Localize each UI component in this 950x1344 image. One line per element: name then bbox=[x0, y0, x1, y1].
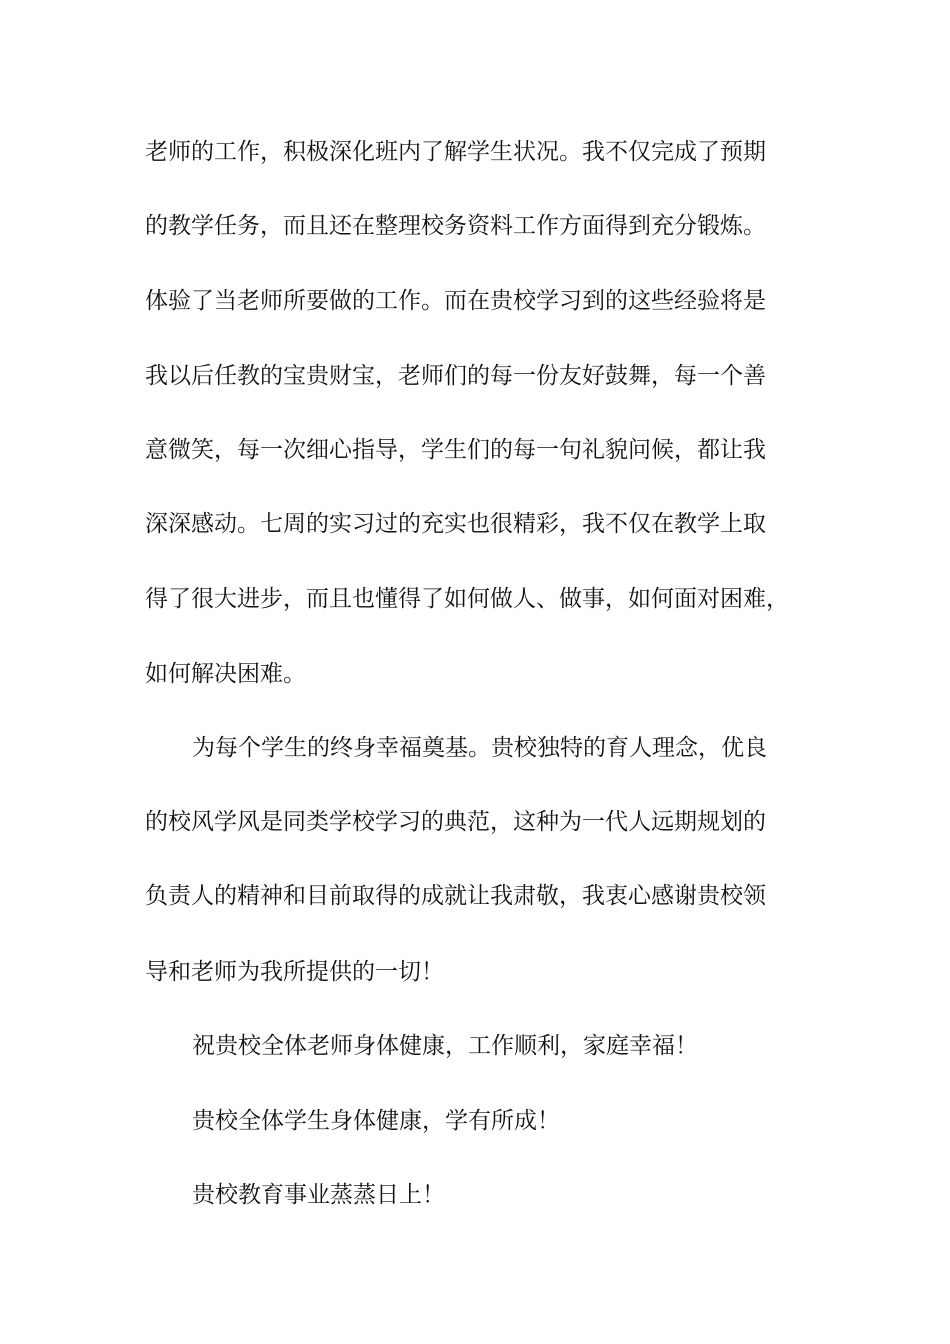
text-line: 体验了当老师所要做的工作。而在贵校学习到的这些经验将是 bbox=[145, 288, 766, 314]
closing-wish-students: 贵校全体学生身体健康，学有所成！ bbox=[192, 1108, 560, 1134]
closing-wish-teachers: 祝贵校全体老师身体健康，工作顺利，家庭幸福！ bbox=[192, 1033, 698, 1059]
text-line: 老师的工作，积极深化班内了解学生状况。我不仅完成了预期 bbox=[145, 139, 766, 165]
text-line: 得了很大进步，而且也懂得了如何做人、做事，如何面对困难， bbox=[145, 586, 789, 612]
text-line: 意微笑，每一次细心指导，学生们的每一句礼貌问候，都让我 bbox=[145, 437, 766, 463]
text-line: 导和老师为我所提供的一切！ bbox=[145, 959, 444, 985]
text-line: 的教学任务，而且还在整理校务资料工作方面得到充分锻炼。 bbox=[145, 213, 766, 239]
text-line: 深深感动。七周的实习过的充实也很精彩，我不仅在教学上取 bbox=[145, 511, 766, 537]
closing-wish-school: 贵校教育事业蒸蒸日上！ bbox=[192, 1182, 445, 1208]
text-line: 如何解决困难。 bbox=[145, 661, 306, 687]
paragraph-first-line: 为每个学生的终身幸福奠基。贵校独特的育人理念，优良 bbox=[192, 735, 767, 761]
text-line: 负责人的精神和目前取得的成就让我肃敬，我衷心感谢贵校领 bbox=[145, 883, 766, 909]
text-line: 的校风学风是同类学校学习的典范，这种为一代人远期规划的 bbox=[145, 809, 766, 835]
text-line: 我以后任教的宝贵财宝，老师们的每一份友好鼓舞，每一个善 bbox=[145, 363, 766, 389]
